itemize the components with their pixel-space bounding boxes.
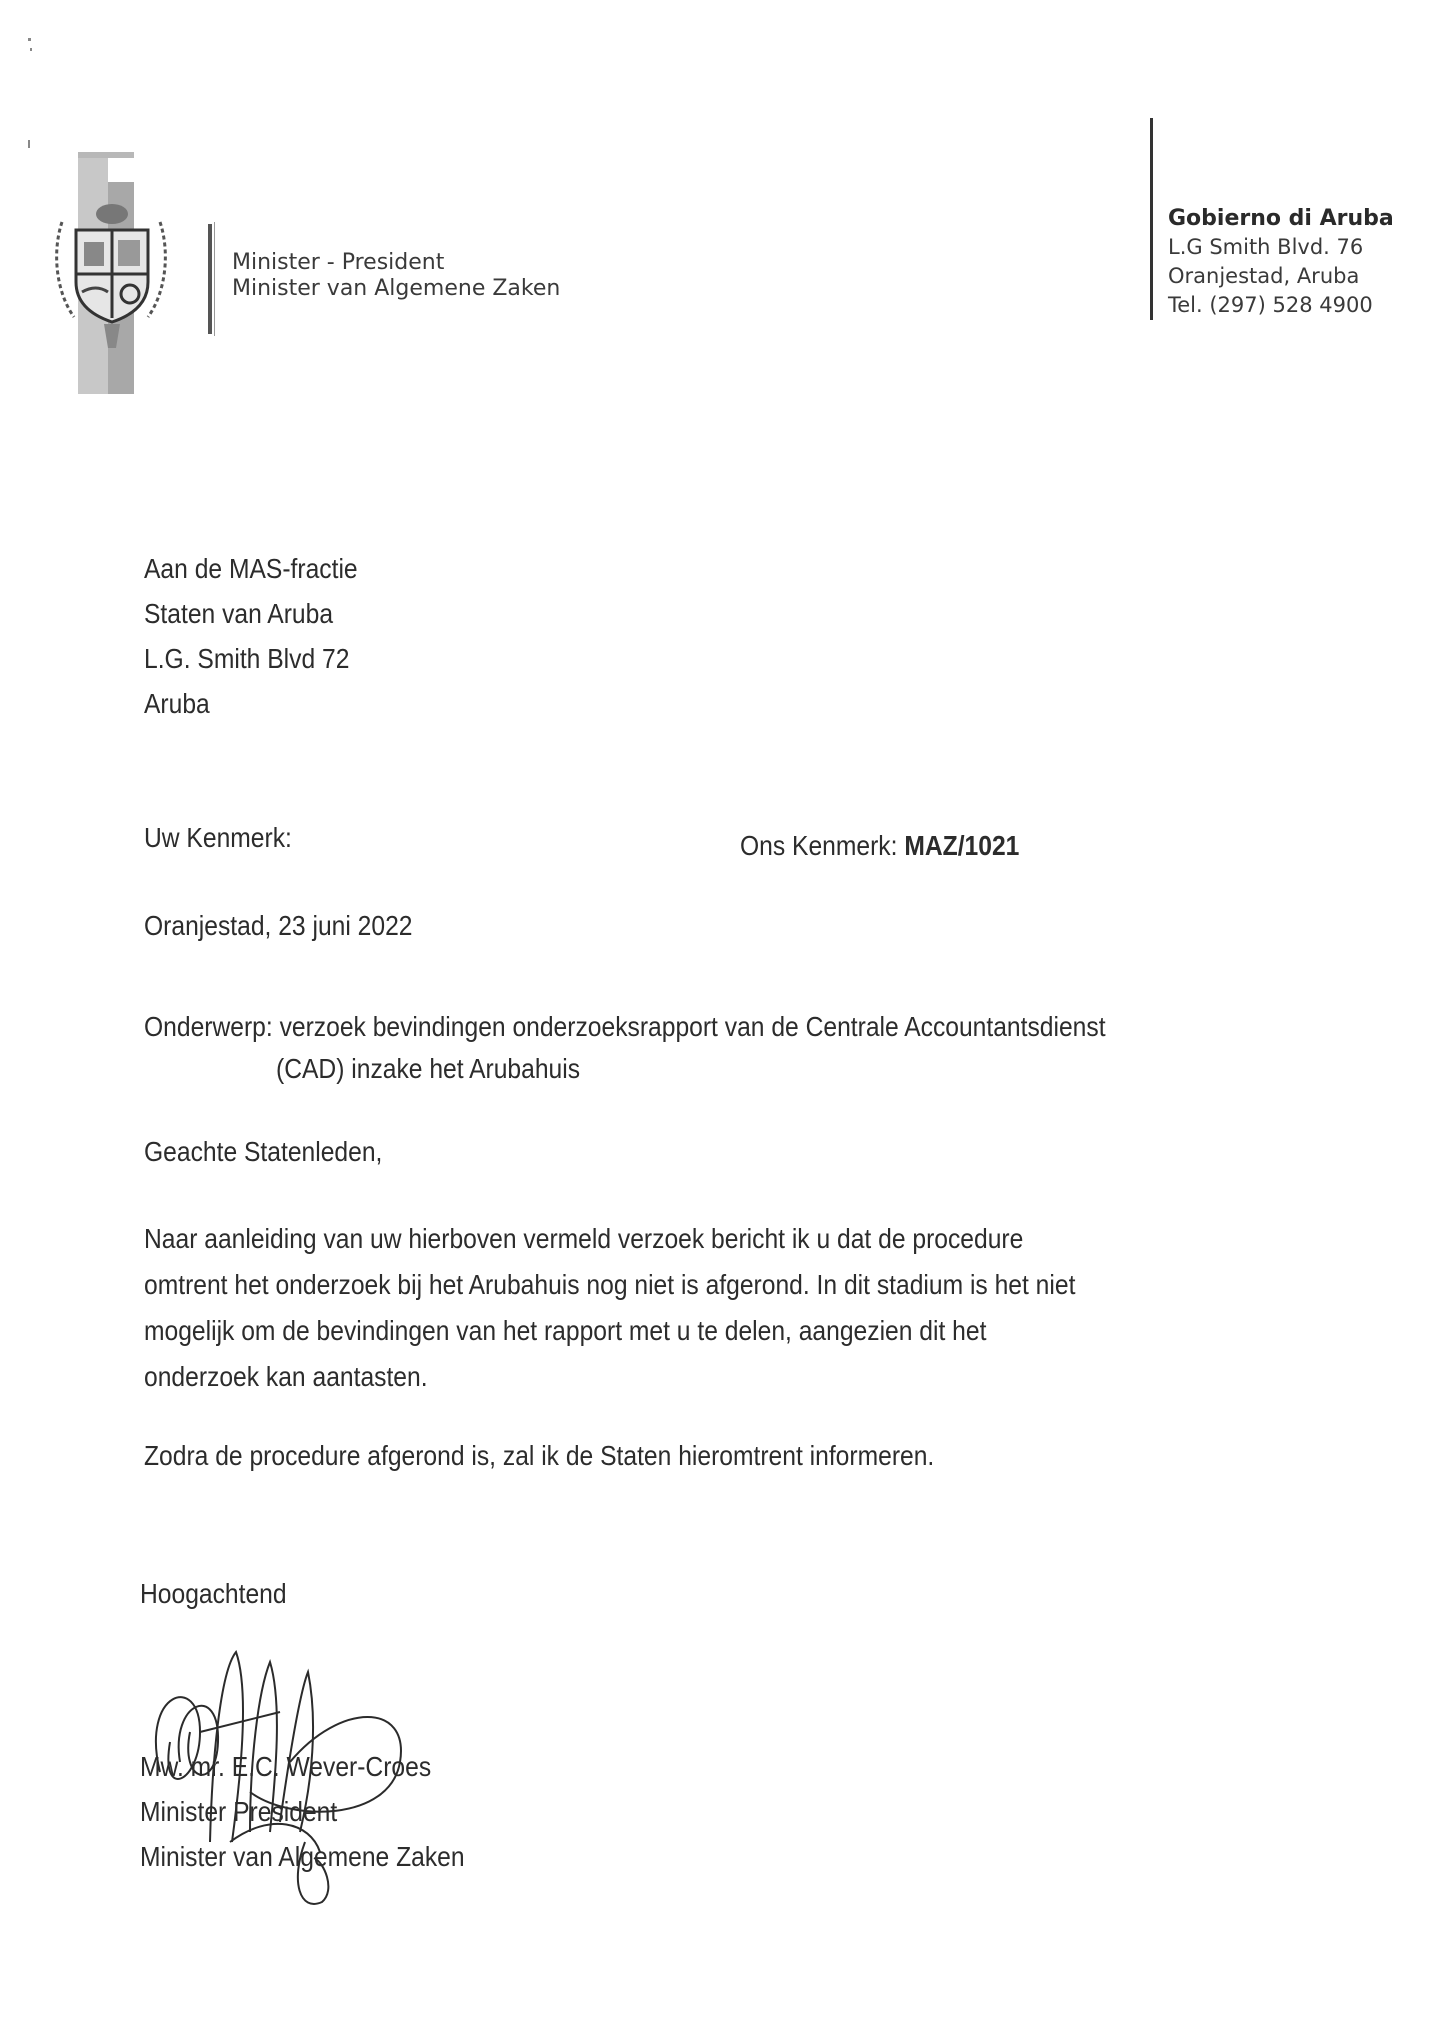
recipient-address xyxy=(144,546,358,726)
scan-speck xyxy=(28,140,30,148)
body-line: Naar aanleiding van uw hierboven vermeld verzoek bericht ik u dat de procedure xyxy=(144,1223,1024,1254)
closing: Hoogachtend xyxy=(140,1578,287,1609)
signatory-name: Mw. mr. E.C. Wever-Croes xyxy=(140,1751,432,1782)
minister-heading xyxy=(232,250,560,302)
body-line: onderzoek kan aantasten. xyxy=(144,1361,428,1392)
government-phone: Tel. (297) 528 4900 xyxy=(1168,293,1373,317)
body-paragraph-2: Zodra de procedure afgerond is, zal ik de Staten hieromtrent informeren. xyxy=(144,1440,935,1471)
subject-line2: (CAD) inzake het Arubahuis xyxy=(276,1053,581,1084)
subject-line1: Onderwerp: verzoek bevindingen onderzoeksrapport van de Centrale Accountantsdienst xyxy=(144,1011,1106,1042)
minister-title-line2: Minister van Algemene Zaken xyxy=(232,276,561,301)
government-city: Oranjestad, Aruba xyxy=(1168,264,1360,288)
signatory-block xyxy=(140,1744,465,1879)
subject xyxy=(144,1006,1106,1090)
government-address-block xyxy=(1168,204,1394,320)
recipient-line: L.G. Smith Blvd 72 xyxy=(144,643,350,674)
recipient-line: Aan de MAS-fractie xyxy=(144,553,358,584)
our-reference-label: Ons Kenmerk: xyxy=(740,830,898,861)
header-divider-left xyxy=(208,224,212,334)
body-line: mogelijk om de bevindingen van het rapport met u te delen, aangezien dit het xyxy=(144,1315,987,1346)
header-divider-left-thin xyxy=(214,222,215,336)
header-divider-right xyxy=(1150,118,1153,320)
government-street: L.G Smith Blvd. 76 xyxy=(1168,235,1364,259)
recipient-line: Aruba xyxy=(144,688,210,719)
your-reference-label: Uw Kenmerk: xyxy=(144,822,292,853)
scan-speck xyxy=(28,38,31,41)
minister-title-line1: Minister - President xyxy=(232,250,445,275)
recipient-line: Staten van Aruba xyxy=(144,598,334,629)
our-reference xyxy=(740,830,1019,862)
body-line: omtrent het onderzoek bij het Arubahuis nog niet is afgerond. In dit stadium is het niet xyxy=(144,1269,1076,1300)
scan-speck xyxy=(30,48,32,51)
signatory-title: Minister van Algemene Zaken xyxy=(140,1841,465,1872)
government-name: Gobierno di Aruba xyxy=(1168,206,1394,231)
salutation: Geachte Statenleden, xyxy=(144,1136,383,1167)
aruba-coat-of-arms-logo xyxy=(52,152,170,394)
signatory-title: Minister President xyxy=(140,1796,338,1827)
our-reference-value: MAZ/1021 xyxy=(904,830,1020,861)
letter-date: Oranjestad, 23 juni 2022 xyxy=(144,910,413,941)
body-paragraph-1 xyxy=(144,1216,1075,1400)
